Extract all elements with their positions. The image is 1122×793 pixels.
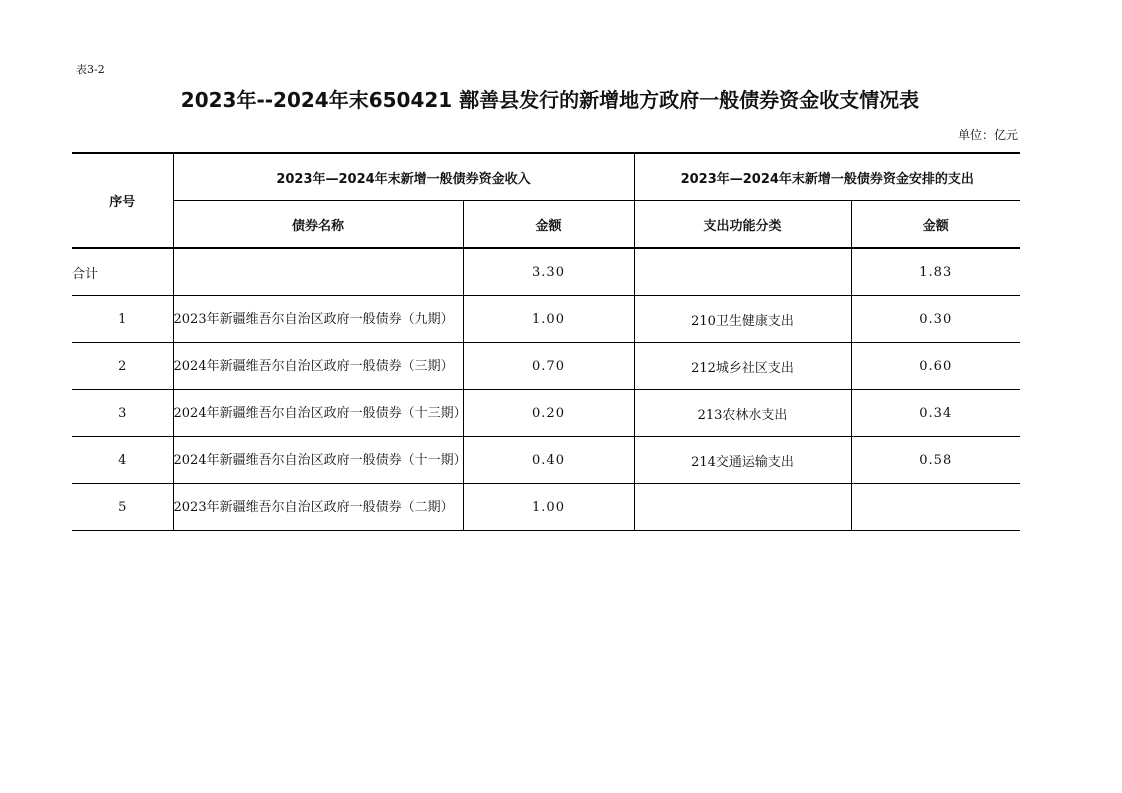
row-income-amount: 0.40 [463, 437, 634, 484]
row-expense-amount: 0.60 [851, 343, 1020, 390]
table-row [72, 296, 1020, 343]
row-expense-amount: 0.58 [851, 437, 1020, 484]
header-seq: 序号 [72, 153, 173, 248]
row-seq: 4 [72, 437, 173, 484]
row-function-category: 210卫生健康支出 [634, 296, 851, 343]
table-row [72, 390, 1020, 437]
row-function-category: 214交通运输支出 [634, 437, 851, 484]
row-expense-amount: 0.34 [851, 390, 1020, 437]
total-expense-amount: 1.83 [851, 248, 1020, 296]
row-income-amount: 1.00 [463, 484, 634, 531]
table-reference: 表3-2 [76, 63, 105, 76]
header-expense-group: 2023年—2024年末新增一般债券资金安排的支出 [634, 153, 1020, 201]
header-expense-amount: 金额 [851, 201, 1020, 249]
row-bond-name: 2024年新疆维吾尔自治区政府一般债券（十一期） [173, 437, 463, 484]
row-income-amount: 0.70 [463, 343, 634, 390]
total-label: 合计 [72, 248, 173, 296]
bond-funds-table [72, 152, 1020, 531]
row-bond-name: 2023年新疆维吾尔自治区政府一般债券（二期） [173, 484, 463, 531]
row-function-category [634, 484, 851, 531]
row-income-amount: 0.20 [463, 390, 634, 437]
row-bond-name: 2023年新疆维吾尔自治区政府一般债券（九期） [173, 296, 463, 343]
table-row [72, 437, 1020, 484]
table-row [72, 484, 1020, 531]
header-row-columns [72, 201, 1020, 249]
header-income-amount: 金额 [463, 201, 634, 249]
row-seq: 5 [72, 484, 173, 531]
unit-label: 单位：亿元 [957, 128, 1018, 142]
total-income-amount: 3.30 [463, 248, 634, 296]
header-income-group: 2023年—2024年末新增一般债券资金收入 [173, 153, 634, 201]
row-function-category: 212城乡社区支出 [634, 343, 851, 390]
row-seq: 2 [72, 343, 173, 390]
header-function-category: 支出功能分类 [634, 201, 851, 249]
row-bond-name: 2024年新疆维吾尔自治区政府一般债券（十三期） [173, 390, 463, 437]
row-bond-name: 2024年新疆维吾尔自治区政府一般债券（三期） [173, 343, 463, 390]
total-row [72, 248, 1020, 296]
header-row-groups [72, 153, 1020, 201]
row-function-category: 213农林水支出 [634, 390, 851, 437]
table-row [72, 343, 1020, 390]
row-income-amount: 1.00 [463, 296, 634, 343]
header-bond-name: 债券名称 [173, 201, 463, 249]
row-expense-amount: 0.30 [851, 296, 1020, 343]
row-seq: 3 [72, 390, 173, 437]
row-seq: 1 [72, 296, 173, 343]
total-bond-name [173, 248, 463, 296]
row-expense-amount [851, 484, 1020, 531]
page-title: 2023年--2024年末650421 鄯善县发行的新增地方政府一般债券资金收支情况表 [180, 88, 920, 112]
total-category [634, 248, 851, 296]
